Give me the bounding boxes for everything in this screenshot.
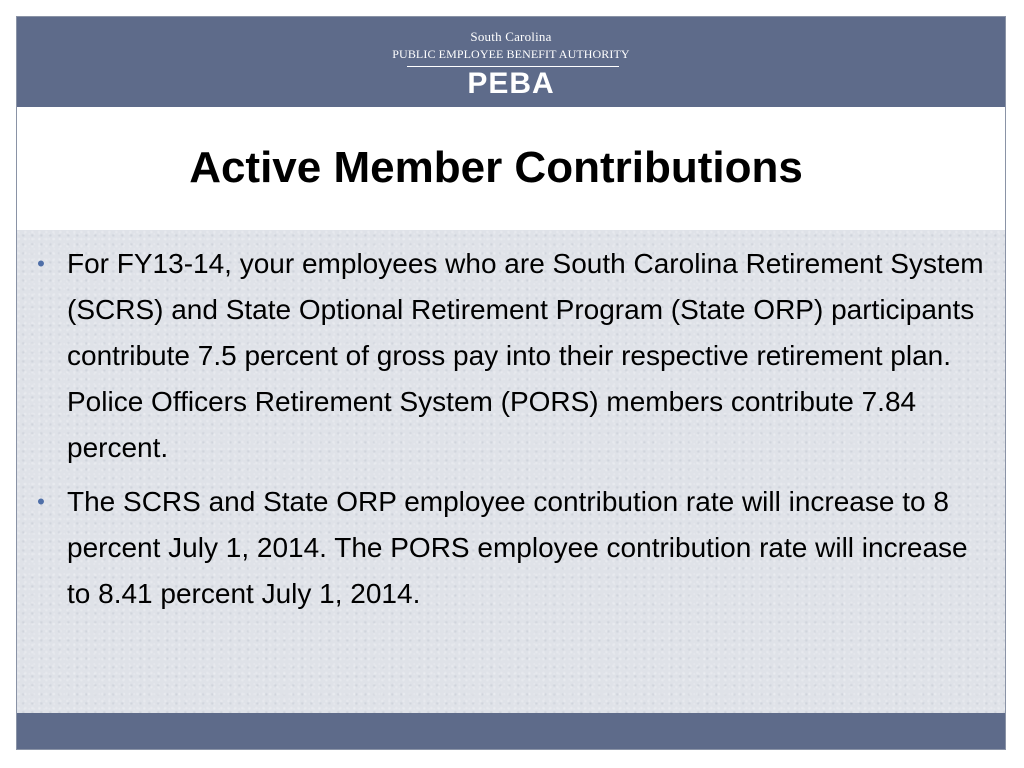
bullet-icon: • [37,251,45,276]
logo-line-agency: PUBLIC EMPLOYEE BENEFIT AUTHORITY [392,47,630,61]
bullet-text: For FY13-14, your employees who are South Carolina Retirement System (SCRS) and State Optional Retirement Program (State ORP) participants contribute 7.5 percent of gross pay into their respective retirement plan. Police Officers Retirement System (PORS) members contribute 7.84 percent. [67,248,984,463]
bullet-icon: • [37,489,45,514]
slide [16,16,1006,750]
bullet-list [31,241,991,625]
slide-title: Active Member Contributions [189,143,803,192]
logo-line-state: South Carolina [470,29,552,44]
peba-logo [17,17,1005,107]
bullet-text: The SCRS and State ORP employee contribution rate will increase to 8 percent July 1, 2014. The PORS employee contribution rate will increase to 8.41 percent July 1, 2014. [67,486,968,609]
bullet-item [31,241,991,471]
bullet-item [31,479,991,617]
logo-wordmark: PEBA [467,67,555,100]
footer-band [17,713,1005,750]
